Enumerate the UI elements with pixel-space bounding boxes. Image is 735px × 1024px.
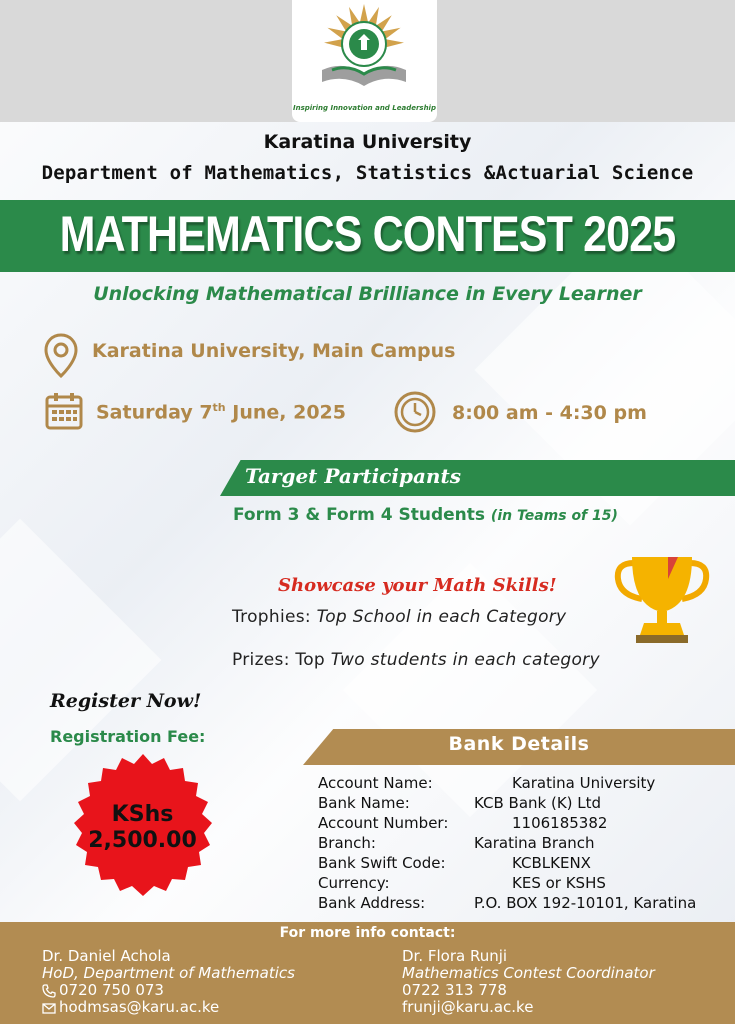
- participants-text: [233, 505, 618, 525]
- bank-key: Account Number:: [318, 814, 449, 832]
- contact-name: Dr. Daniel Achola: [42, 947, 171, 965]
- bank-value: P.O. BOX 192-10101, Karatina: [474, 894, 697, 912]
- contact-phone[interactable]: 0720 750 073: [59, 981, 164, 999]
- bank-value: KCB Bank (K) Ltd: [474, 794, 602, 812]
- bank-value: Karatina Branch: [474, 834, 595, 852]
- location-pin-icon: [44, 333, 78, 379]
- fee-value: 2,500.00: [88, 828, 197, 853]
- date-month-year: June, 2025: [225, 401, 346, 424]
- bank-value: 1106185382: [512, 814, 608, 832]
- bank-value: KCBLKENX: [512, 854, 591, 872]
- date-text: [96, 401, 346, 423]
- bank-value: KES or KSHS: [512, 874, 606, 892]
- contact-role: Mathematics Contest Coordinator: [402, 964, 655, 982]
- prizes-line: [232, 650, 600, 670]
- date-day: Saturday 7: [96, 401, 213, 424]
- bank-row-address: [318, 894, 718, 914]
- register-now-heading: Register Now!: [50, 690, 202, 712]
- contest-title: MATHEMATICS CONTEST 2025: [59, 206, 676, 262]
- date-ordinal: th: [212, 401, 226, 414]
- contact-email[interactable]: hodmsas@karu.ac.ke: [59, 998, 220, 1016]
- participants-team-note: (in Teams of 15): [490, 508, 618, 524]
- fee-currency: KShs: [111, 802, 174, 827]
- bank-row-account-name: [318, 774, 718, 794]
- prizes-label: Prizes: Top: [232, 650, 331, 670]
- bank-key: Bank Address:: [318, 894, 426, 912]
- bank-row-currency: [318, 874, 718, 894]
- trophy-icon: [612, 553, 712, 647]
- contact-phone-line: [42, 982, 295, 999]
- prizes-text: Two students in each category: [330, 650, 600, 670]
- subtitle: Unlocking Mathematical Brilliance in Every Learner: [93, 283, 642, 305]
- bank-details-title: Bank Details: [448, 733, 590, 755]
- university-name: Karatina University: [263, 131, 472, 153]
- bank-row-branch: [318, 834, 718, 854]
- phone-icon: [42, 984, 56, 998]
- venue-text: Karatina University, Main Campus: [92, 340, 456, 362]
- time-text: 8:00 am - 4:30 pm: [452, 402, 647, 424]
- showcase-headline: Showcase your Math Skills!: [278, 575, 557, 596]
- calendar-icon: [44, 391, 84, 431]
- clock-icon: [393, 390, 437, 434]
- bank-row-swift-code: [318, 854, 718, 874]
- contact-email-line: [42, 999, 295, 1016]
- contact-coordinator: [402, 948, 655, 1016]
- contact-role: HoD, Department of Mathematics: [42, 964, 295, 982]
- contact-hod: [42, 948, 295, 1016]
- logo: [292, 0, 437, 122]
- footer-title: For more info contact:: [279, 925, 456, 941]
- registration-fee-label: Registration Fee:: [50, 727, 206, 746]
- bank-key: Currency:: [318, 874, 390, 892]
- bank-key: Branch:: [318, 834, 376, 852]
- fee-amount: [65, 802, 220, 854]
- bank-key: Account Name:: [318, 774, 433, 792]
- contact-phone[interactable]: 0722 313 778: [402, 981, 507, 999]
- contact-email[interactable]: frunji@karu.ac.ke: [402, 998, 534, 1016]
- trophies-line: [232, 607, 566, 627]
- trophies-text: Top School in each Category: [316, 607, 567, 627]
- email-icon: [42, 1001, 56, 1015]
- target-participants-label: Target Participants: [245, 464, 461, 488]
- bank-row-bank-name: [318, 794, 718, 814]
- bank-key: Bank Name:: [318, 794, 410, 812]
- bank-row-account-number: [318, 814, 718, 834]
- university-logo-icon: [292, 0, 437, 104]
- trophies-label: Trophies:: [232, 607, 317, 627]
- participants-forms: Form 3 & Form 4 Students: [233, 505, 485, 525]
- bank-key: Bank Swift Code:: [318, 854, 446, 872]
- bank-value: Karatina University: [512, 774, 656, 792]
- department-name: Department of Mathematics, Statistics &Actuarial Science: [41, 162, 694, 184]
- logo-tagline: Inspiring Innovation and Leadership: [293, 104, 436, 112]
- contact-name: Dr. Flora Runji: [402, 947, 508, 965]
